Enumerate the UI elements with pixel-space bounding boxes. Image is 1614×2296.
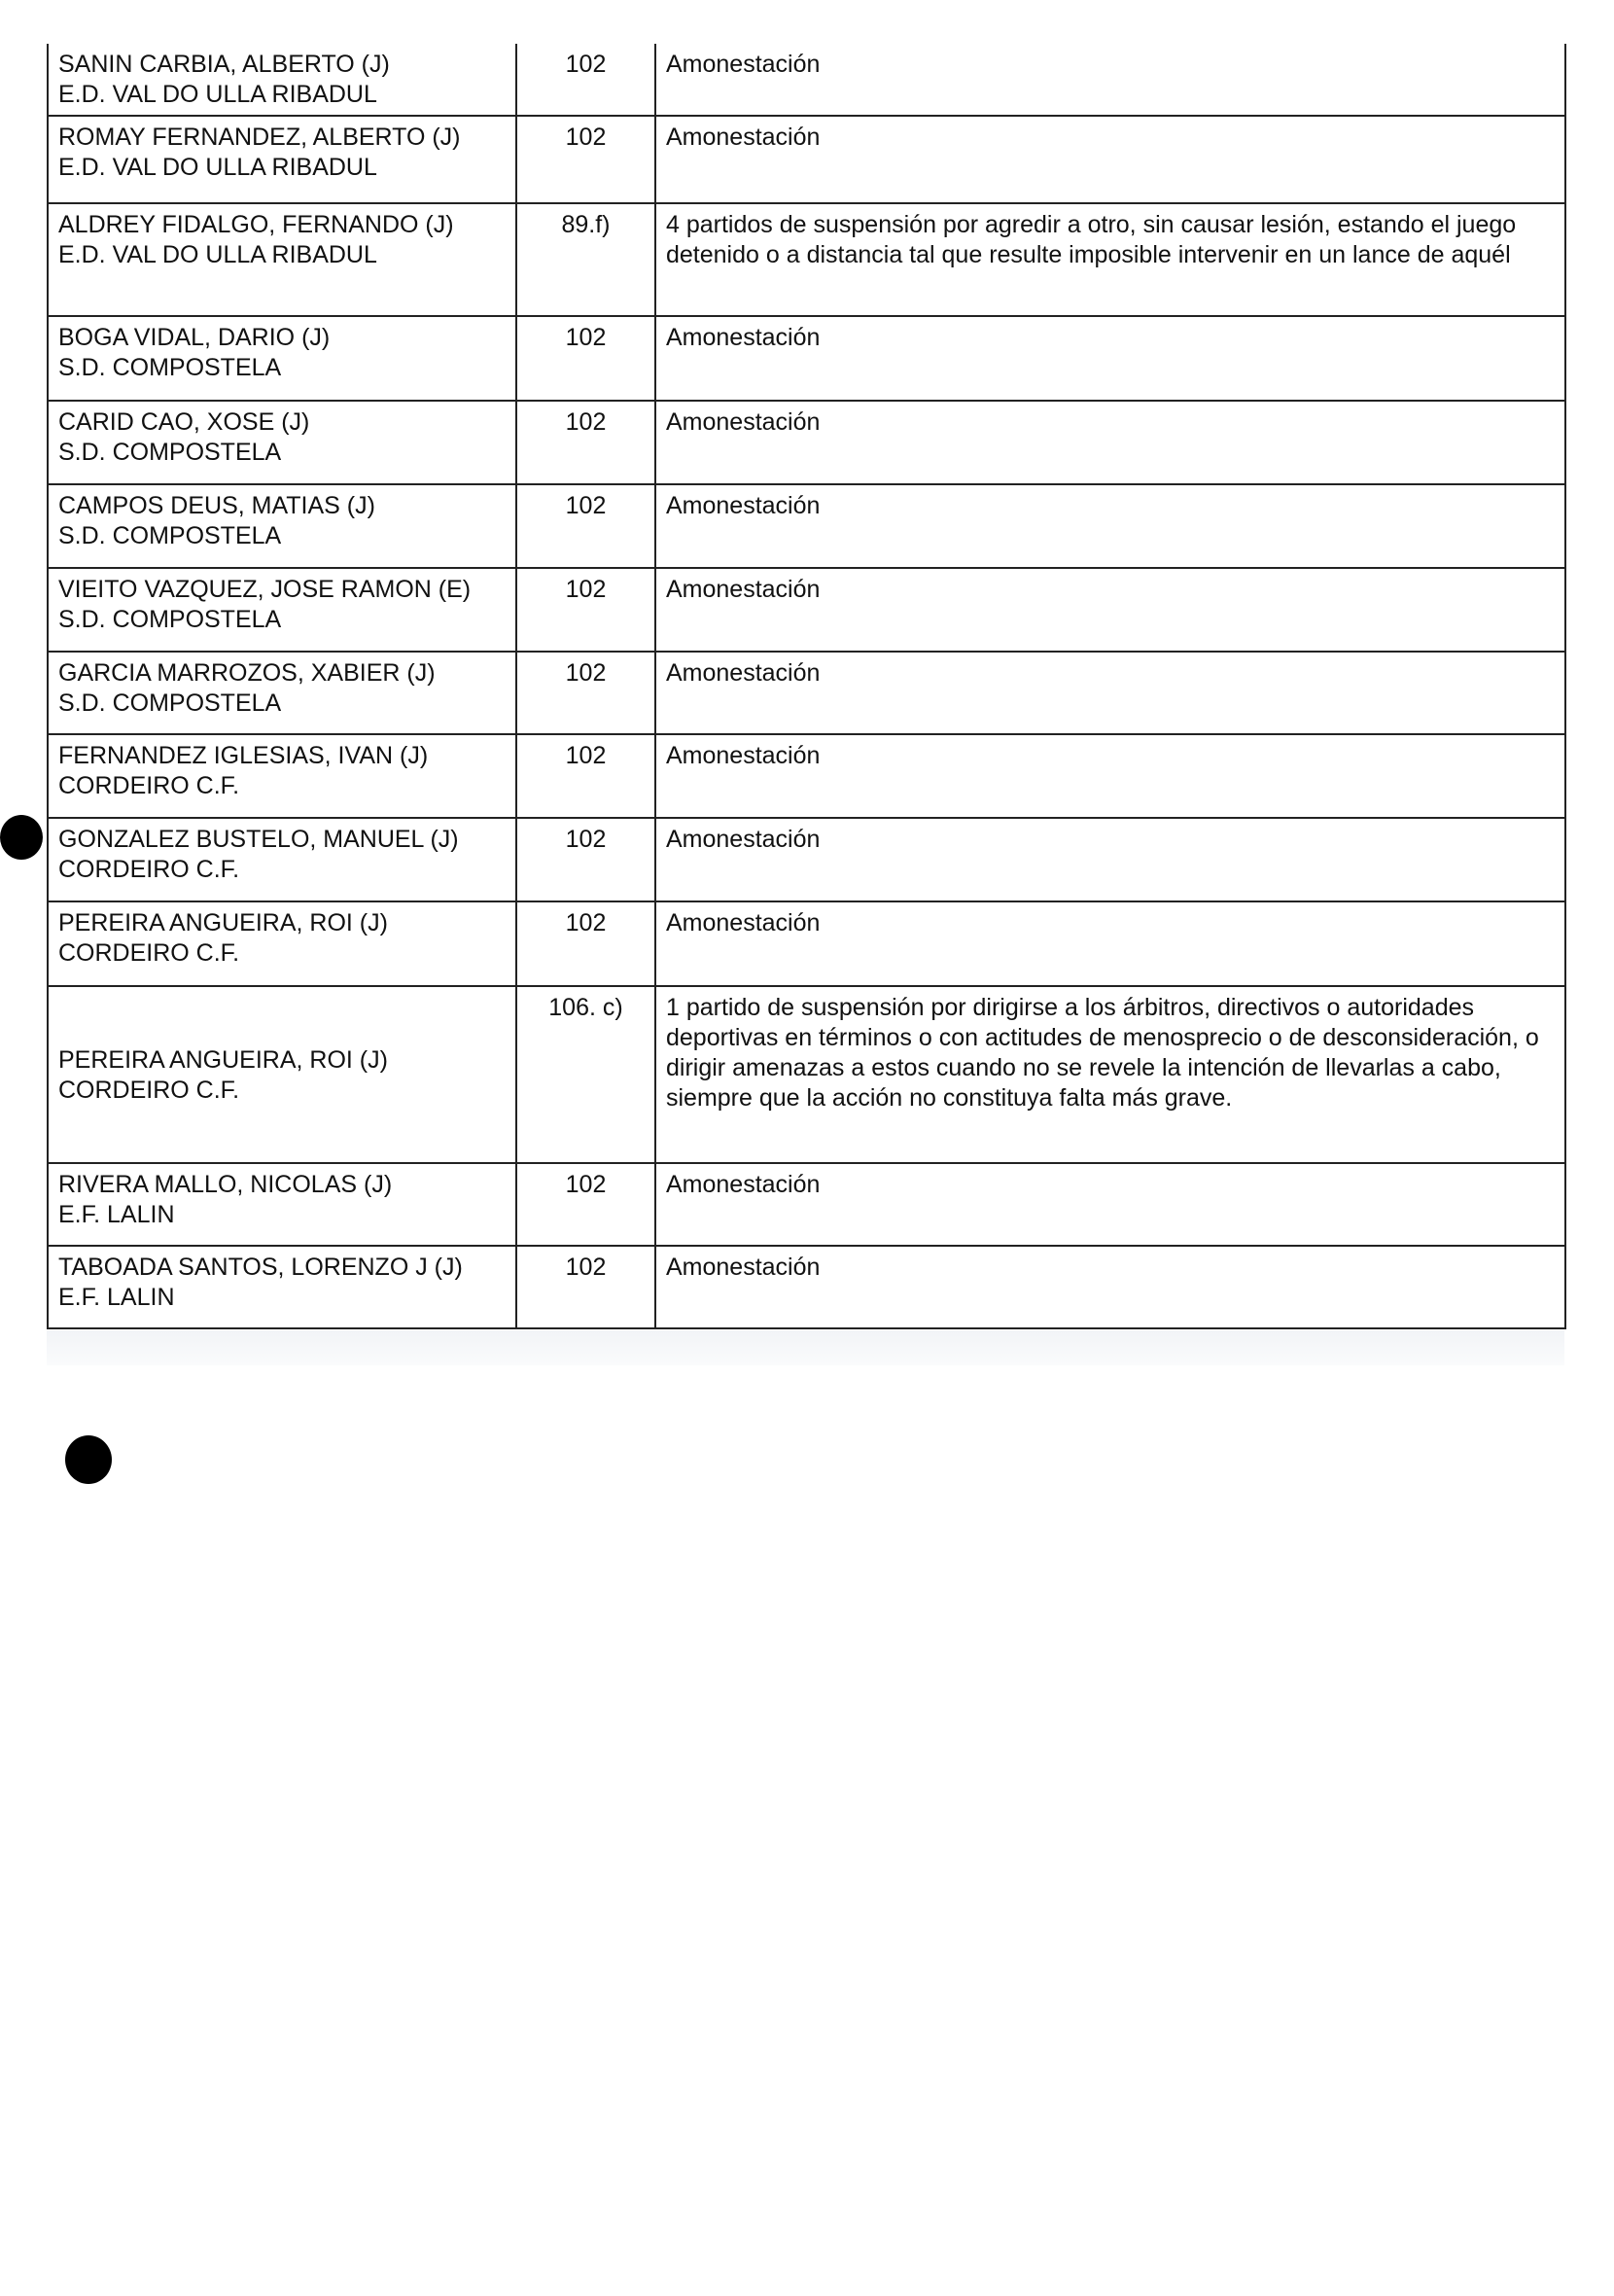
player-cell	[48, 986, 516, 1163]
player-name: PEREIRA ANGUEIRA, ROI (J)	[58, 1046, 388, 1074]
article-cell	[516, 44, 655, 116]
table-row	[48, 1163, 1565, 1246]
club-name: S.D. COMPOSTELA	[58, 522, 282, 549]
punch-hole-mark	[0, 815, 43, 860]
club-name: CORDEIRO C.F.	[58, 939, 240, 967]
player-name: GONZALEZ BUSTELO, MANUEL (J)	[58, 826, 459, 853]
sanction-cell	[655, 44, 1565, 116]
table-row	[48, 203, 1565, 316]
club-name: S.D. COMPOSTELA	[58, 439, 282, 466]
sanction-cell	[655, 652, 1565, 734]
article-number: 89.f)	[561, 211, 611, 238]
sanction-text: Amonestación	[666, 659, 821, 687]
club-name: CORDEIRO C.F.	[58, 856, 240, 883]
club-name: CORDEIRO C.F.	[58, 1077, 240, 1104]
sanction-cell	[655, 734, 1565, 818]
sanction-text: Amonestación	[666, 492, 821, 519]
article-number: 102	[565, 659, 607, 687]
player-cell	[48, 203, 516, 316]
table-row	[48, 484, 1565, 568]
sanction-text: Amonestación	[666, 51, 821, 78]
article-number: 102	[565, 1171, 607, 1198]
sanction-text: Amonestación	[666, 576, 821, 603]
player-cell	[48, 316, 516, 401]
player-name: CARID CAO, XOSE (J)	[58, 408, 310, 436]
sanction-text: Amonestación	[666, 408, 821, 436]
sanction-cell	[655, 986, 1565, 1163]
article-number: 102	[565, 324, 607, 351]
club-name: CORDEIRO C.F.	[58, 772, 240, 799]
sanction-cell	[655, 1246, 1565, 1328]
player-name: VIEITO VAZQUEZ, JOSE RAMON (E)	[58, 576, 472, 603]
sanction-cell	[655, 568, 1565, 652]
player-cell	[48, 734, 516, 818]
player-name: RIVERA MALLO, NICOLAS (J)	[58, 1171, 393, 1198]
player-name: ALDREY FIDALGO, FERNANDO (J)	[58, 211, 454, 238]
table-row	[48, 401, 1565, 484]
table-row	[48, 568, 1565, 652]
sanction-cell	[655, 203, 1565, 316]
player-cell	[48, 484, 516, 568]
article-cell	[516, 316, 655, 401]
sanction-text: Amonestación	[666, 826, 821, 853]
player-name: ROMAY FERNANDEZ, ALBERTO (J)	[58, 124, 461, 151]
sanction-text: Amonestación	[666, 324, 821, 351]
sanction-text: Amonestación	[666, 909, 821, 936]
player-cell	[48, 652, 516, 734]
player-name: CAMPOS DEUS, MATIAS (J)	[58, 492, 375, 519]
player-name: SANIN CARBIA, ALBERTO (J)	[58, 51, 390, 78]
player-name: PEREIRA ANGUEIRA, ROI (J)	[58, 909, 388, 936]
table-row	[48, 44, 1565, 116]
article-cell	[516, 568, 655, 652]
article-number: 102	[565, 492, 607, 519]
article-cell	[516, 818, 655, 901]
club-name: S.D. COMPOSTELA	[58, 606, 282, 633]
player-name: FERNANDEZ IGLESIAS, IVAN (J)	[58, 742, 429, 769]
sanction-cell	[655, 401, 1565, 484]
sanction-text: 4 partidos de suspensión por agredir a otro, sin causar lesión, estando el juego detenido o a distancia tal que resulte imposible intervenir en un lance de aquél	[666, 211, 1517, 268]
table-row	[48, 734, 1565, 818]
player-cell	[48, 116, 516, 203]
article-cell	[516, 1246, 655, 1328]
table-row	[48, 652, 1565, 734]
player-cell	[48, 818, 516, 901]
article-cell	[516, 652, 655, 734]
player-cell	[48, 568, 516, 652]
player-name: TABOADA SANTOS, LORENZO J (J)	[58, 1254, 463, 1281]
club-name: E.D. VAL DO ULLA RIBADUL	[58, 154, 377, 181]
sanction-cell	[655, 901, 1565, 986]
sanction-cell	[655, 316, 1565, 401]
article-number: 102	[565, 826, 607, 853]
article-number: 102	[565, 1254, 607, 1281]
sanction-text: Amonestación	[666, 742, 821, 769]
article-cell	[516, 986, 655, 1163]
table-row	[48, 986, 1565, 1163]
article-number: 102	[565, 742, 607, 769]
article-number: 102	[565, 576, 607, 603]
article-cell	[516, 734, 655, 818]
club-name: E.F. LALIN	[58, 1201, 175, 1228]
sanction-text: Amonestación	[666, 1254, 821, 1281]
club-name: E.D. VAL DO ULLA RIBADUL	[58, 241, 377, 268]
sanction-cell	[655, 1163, 1565, 1246]
article-cell	[516, 484, 655, 568]
article-cell	[516, 116, 655, 203]
club-name: E.D. VAL DO ULLA RIBADUL	[58, 81, 377, 108]
article-number: 106. c)	[548, 994, 623, 1021]
article-cell	[516, 901, 655, 986]
sanctions-table	[47, 44, 1566, 1329]
club-name: S.D. COMPOSTELA	[58, 354, 282, 381]
article-cell	[516, 1163, 655, 1246]
article-cell	[516, 401, 655, 484]
player-name: BOGA VIDAL, DARIO (J)	[58, 324, 331, 351]
player-cell	[48, 1246, 516, 1328]
sanction-cell	[655, 484, 1565, 568]
sanction-text: 1 partido de suspensión por dirigirse a los árbitros, directivos o autoridades deportivas en términos o con actitudes de menosprecio o de desconsideración, o dirigir amenazas a estos cuando no se revele la intención de llevarlas a cabo, siempre que la acción no constituya falta más grave.	[666, 994, 1539, 1112]
sanction-text: Amonestación	[666, 1171, 821, 1198]
table-row	[48, 818, 1565, 901]
punch-hole-mark	[65, 1435, 112, 1484]
sanction-cell	[655, 818, 1565, 901]
article-number: 102	[565, 408, 607, 436]
player-name: GARCIA MARROZOS, XABIER (J)	[58, 659, 436, 687]
player-cell	[48, 901, 516, 986]
table-row	[48, 116, 1565, 203]
table-row	[48, 1246, 1565, 1328]
club-name: S.D. COMPOSTELA	[58, 689, 282, 717]
article-cell	[516, 203, 655, 316]
scan-shadow	[47, 1330, 1564, 1365]
article-number: 102	[565, 124, 607, 151]
player-cell	[48, 44, 516, 116]
table-row	[48, 316, 1565, 401]
sanction-text: Amonestación	[666, 124, 821, 151]
sanction-cell	[655, 116, 1565, 203]
club-name: E.F. LALIN	[58, 1284, 175, 1311]
table-row	[48, 901, 1565, 986]
article-number: 102	[565, 51, 607, 78]
player-cell	[48, 401, 516, 484]
player-cell	[48, 1163, 516, 1246]
article-number: 102	[565, 909, 607, 936]
